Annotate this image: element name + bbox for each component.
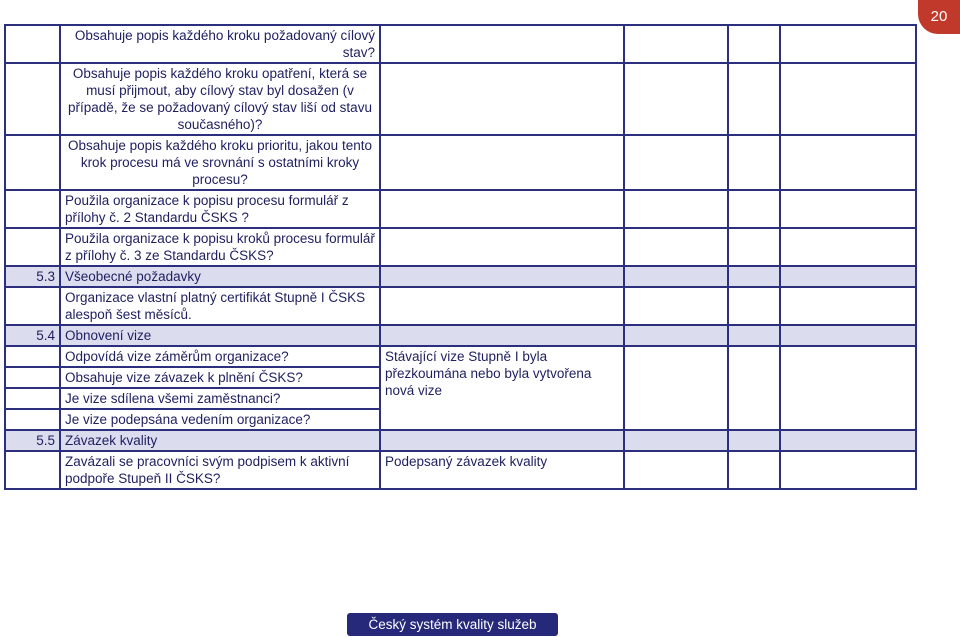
empty-cell [728,25,780,63]
criterion-text: Obsahuje popis každého kroku požadovaný cílový stav? [60,25,380,63]
row-number [5,367,60,388]
empty-cell [780,346,916,430]
criterion-text: Je vize sdílena všemi zaměstnanci? [60,388,380,409]
empty-cell [728,135,780,190]
empty-cell [624,135,728,190]
note-cell [380,430,624,451]
criterion-text: Použila organizace k popisu kroků procesu formulář z přílohy č. 3 ze Standardu ČSKS? [60,228,380,266]
empty-cell [780,325,916,346]
note-cell [380,287,624,325]
empty-cell [780,451,916,489]
empty-cell [780,25,916,63]
empty-cell [728,228,780,266]
empty-cell [780,287,916,325]
table-row [5,287,916,325]
criterion-text: Obsahuje popis každého kroku opatření, která se musí přijmout, aby cílový stav byl dosažen (v případě, že se požadovaný cílový stav liší od stavu současného)? [60,63,380,135]
empty-cell [728,190,780,228]
criterion-text: Je vize podepsána vedením organizace? [60,409,380,430]
table-row [5,135,916,190]
empty-cell [728,451,780,489]
checklist-table [4,24,917,490]
empty-cell [728,325,780,346]
empty-cell [728,63,780,135]
table-row [5,190,916,228]
row-number [5,409,60,430]
note-cell [380,190,624,228]
note-cell [380,228,624,266]
empty-cell [780,228,916,266]
row-number [5,451,60,489]
criterion-text: Zavázali se pracovníci svým podpisem k aktivní podpoře Stupeň II ČSKS? [60,451,380,489]
row-number [5,346,60,367]
note-cell [380,25,624,63]
criterion-text: Obsahuje popis každého kroku prioritu, jakou tento krok procesu má ve srovnání s ostatními kroky procesu? [60,135,380,190]
empty-cell [624,228,728,266]
row-number [5,135,60,190]
row-number [5,228,60,266]
footer-brand-label: Český systém kvality služeb [347,613,558,636]
section-row [5,266,916,287]
empty-cell [624,287,728,325]
empty-cell [728,266,780,287]
note-cell [380,266,624,287]
criterion-text: Obsahuje vize závazek k plnění ČSKS? [60,367,380,388]
empty-cell [728,346,780,430]
empty-cell [624,63,728,135]
table-row [5,25,916,63]
empty-cell [624,346,728,430]
empty-cell [624,325,728,346]
empty-cell [624,451,728,489]
section-number: 5.3 [5,266,60,287]
empty-cell [624,25,728,63]
section-number: 5.5 [5,430,60,451]
note-cell [380,135,624,190]
page-number-badge: 20 [918,0,960,34]
quality-commitment-note: Podepsaný závazek kvality [380,451,624,489]
section-title: Všeobecné požadavky [60,266,380,287]
section-title: Závazek kvality [60,430,380,451]
empty-cell [624,266,728,287]
criterion-text: Organizace vlastní platný certifikát Stupně I ČSKS alespoň šest měsíců. [60,287,380,325]
table-row [5,228,916,266]
table-row [5,451,916,489]
row-number [5,25,60,63]
empty-cell [780,63,916,135]
empty-cell [780,266,916,287]
table-row [5,63,916,135]
section-title: Obnovení vize [60,325,380,346]
empty-cell [728,430,780,451]
section-row [5,325,916,346]
empty-cell [780,135,916,190]
row-number [5,287,60,325]
section-number: 5.4 [5,325,60,346]
row-number [5,190,60,228]
row-number [5,388,60,409]
empty-cell [780,190,916,228]
empty-cell [728,287,780,325]
section-row [5,430,916,451]
note-cell [380,63,624,135]
table-row [5,346,916,367]
checklist-body [5,25,916,489]
criterion-text: Použila organizace k popisu procesu formulář z přílohy č. 2 Standardu ČSKS ? [60,190,380,228]
empty-cell [624,190,728,228]
row-number [5,63,60,135]
empty-cell [780,430,916,451]
vision-note: Stávající vize Stupně I byla přezkoumána nebo byla vytvořena nová vize [380,346,624,430]
note-cell [380,325,624,346]
empty-cell [624,430,728,451]
criterion-text: Odpovídá vize záměrům organizace? [60,346,380,367]
